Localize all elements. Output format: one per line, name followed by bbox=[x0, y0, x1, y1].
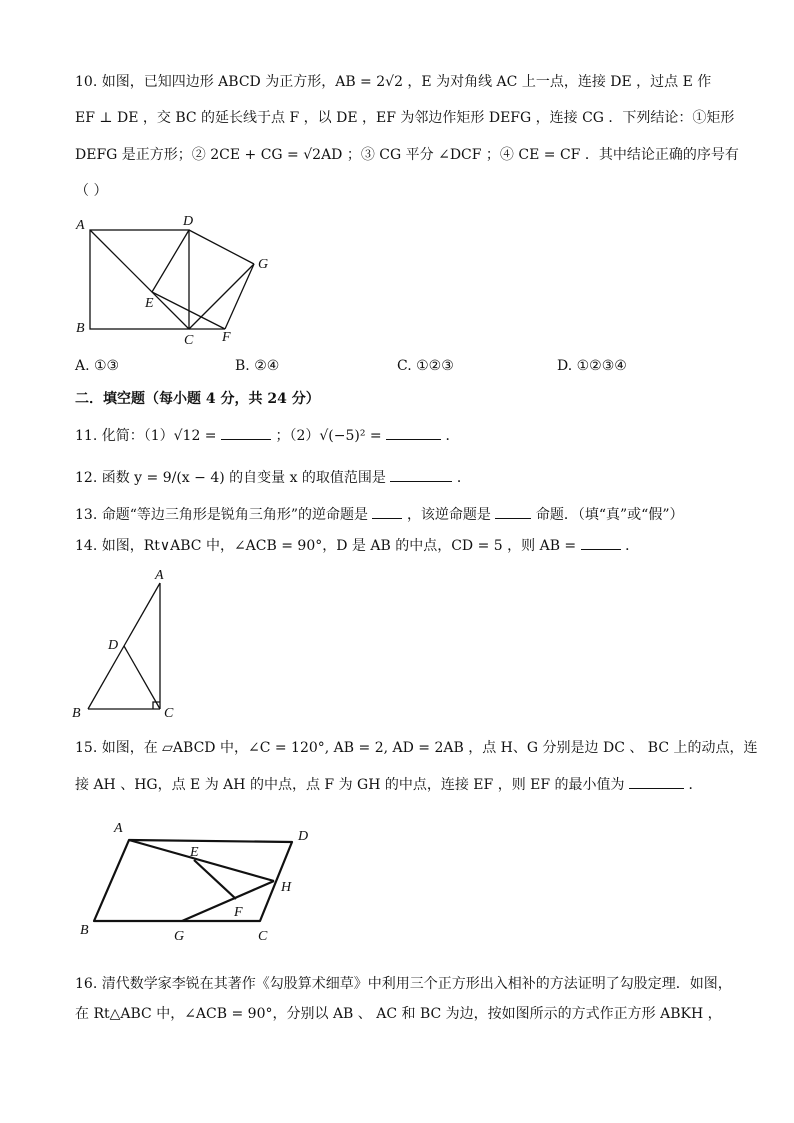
q14-label-d: D bbox=[108, 638, 119, 653]
q11-mid: ；（2）√(−5)² = bbox=[275, 428, 382, 444]
q11-blank-2[interactable] bbox=[386, 427, 441, 440]
q10-label-b: B bbox=[76, 321, 85, 336]
q15-blank[interactable] bbox=[629, 776, 684, 789]
q13-blank-1[interactable] bbox=[372, 506, 402, 519]
q15-line2 bbox=[75, 776, 702, 794]
q10-label-d: D bbox=[183, 214, 194, 229]
q15-label-e: E bbox=[190, 845, 199, 860]
q13-end: 命题．（填“真”或“假”） bbox=[535, 507, 684, 523]
q14-label-b: B bbox=[72, 706, 81, 721]
q15-line2-end: ． bbox=[688, 777, 703, 793]
section-fill-in-title: 二．填空题（每小题 4 分，共 24 分） bbox=[75, 391, 320, 407]
q14-label-a: A bbox=[155, 568, 164, 583]
q10-line1: 10. 如图，已知四边形 ABCD 为正方形，AB = 2√2 ，E 为对角线 AC 上一点，连接 DE ，过点 E 作 bbox=[75, 74, 712, 90]
q13-blank-2[interactable] bbox=[495, 506, 531, 519]
q10-option-b: B. ②④ bbox=[235, 358, 280, 374]
q11-end: ． bbox=[445, 428, 460, 444]
q10-option-c: C. ①②③ bbox=[397, 358, 454, 374]
q10-line3: DEFG 是正方形；② 2CE + CG = √2AD ；③ CG 平分 ∠DCF ；④ CE = CF ．其中结论正确的序号有 bbox=[75, 147, 739, 163]
q14-line bbox=[75, 537, 639, 555]
q15-label-f: F bbox=[234, 905, 243, 920]
q16-line1: 16. 清代数学家李锐在其著作《勾股算术细草》中利用三个正方形出入相补的方法证明了勾股定理．如图， bbox=[75, 976, 732, 992]
q10-label-e: E bbox=[145, 296, 154, 311]
q12-end: ． bbox=[456, 470, 471, 486]
q13-line bbox=[75, 506, 683, 524]
q13-prefix: 13. 命题“等边三角形是锐角三角形”的逆命题是 bbox=[75, 507, 369, 523]
q15-label-d: D bbox=[298, 829, 309, 844]
q14-label-c: C bbox=[164, 706, 174, 721]
q15-label-b: B bbox=[80, 923, 89, 938]
q14-end: ． bbox=[625, 538, 640, 554]
q11-blank-1[interactable] bbox=[221, 427, 271, 440]
q10-option-a: A. ①③ bbox=[75, 358, 120, 374]
q10-figure bbox=[72, 210, 282, 350]
q16-line2: 在 Rt△ABC 中，∠ACB = 90°，分别以 AB 、 AC 和 BC 为边，按如图所示的方式作正方形 ABKH ， bbox=[75, 1006, 722, 1022]
q10-option-d: D. ①②③④ bbox=[557, 358, 627, 374]
q10-line2: EF ⊥ DE ，交 BC 的延长线于点 F ，以 DE ，EF 为邻边作矩形 DEFG ，连接 CG ．下列结论：①矩形 bbox=[75, 110, 735, 126]
q13-mid: ，该逆命题是 bbox=[406, 507, 491, 523]
q15-label-c: C bbox=[258, 929, 268, 944]
q10-line4: （ ） bbox=[75, 183, 108, 199]
q14-blank[interactable] bbox=[581, 537, 621, 550]
q15-label-g: G bbox=[174, 929, 185, 944]
q15-label-a: A bbox=[114, 821, 123, 836]
q12-blank[interactable] bbox=[390, 469, 452, 482]
q10-label-g: G bbox=[258, 257, 269, 272]
q15-line1: 15. 如图，在 ▱ABCD 中，∠C = 120°, AB = 2, AD = 2AB ，点 H、G 分别是边 DC 、 BC 上的动点，连 bbox=[75, 740, 758, 756]
q11-line bbox=[75, 427, 460, 445]
q15-figure bbox=[76, 818, 326, 946]
q14-prefix: 14. 如图，Rt∨ABC 中，∠ACB = 90°，D 是 AB 的中点，CD = 5 ，则 AB = bbox=[75, 538, 577, 554]
q10-label-f: F bbox=[222, 330, 231, 345]
q10-label-a: A bbox=[76, 218, 85, 233]
q10-label-c: C bbox=[184, 333, 194, 348]
q15-label-h: H bbox=[281, 880, 292, 895]
q12-line bbox=[75, 469, 471, 487]
q12-prefix: 12. 函数 y = 9/(x − 4) 的自变量 x 的取值范围是 bbox=[75, 470, 386, 486]
q14-figure bbox=[66, 565, 186, 725]
q11-prefix: 11. 化简：（1）√12 = bbox=[75, 428, 217, 444]
q15-line2-prefix: 接 AH 、HG，点 E 为 AH 的中点，点 F 为 GH 的中点，连接 EF ，则 EF 的最小值为 bbox=[75, 777, 625, 793]
